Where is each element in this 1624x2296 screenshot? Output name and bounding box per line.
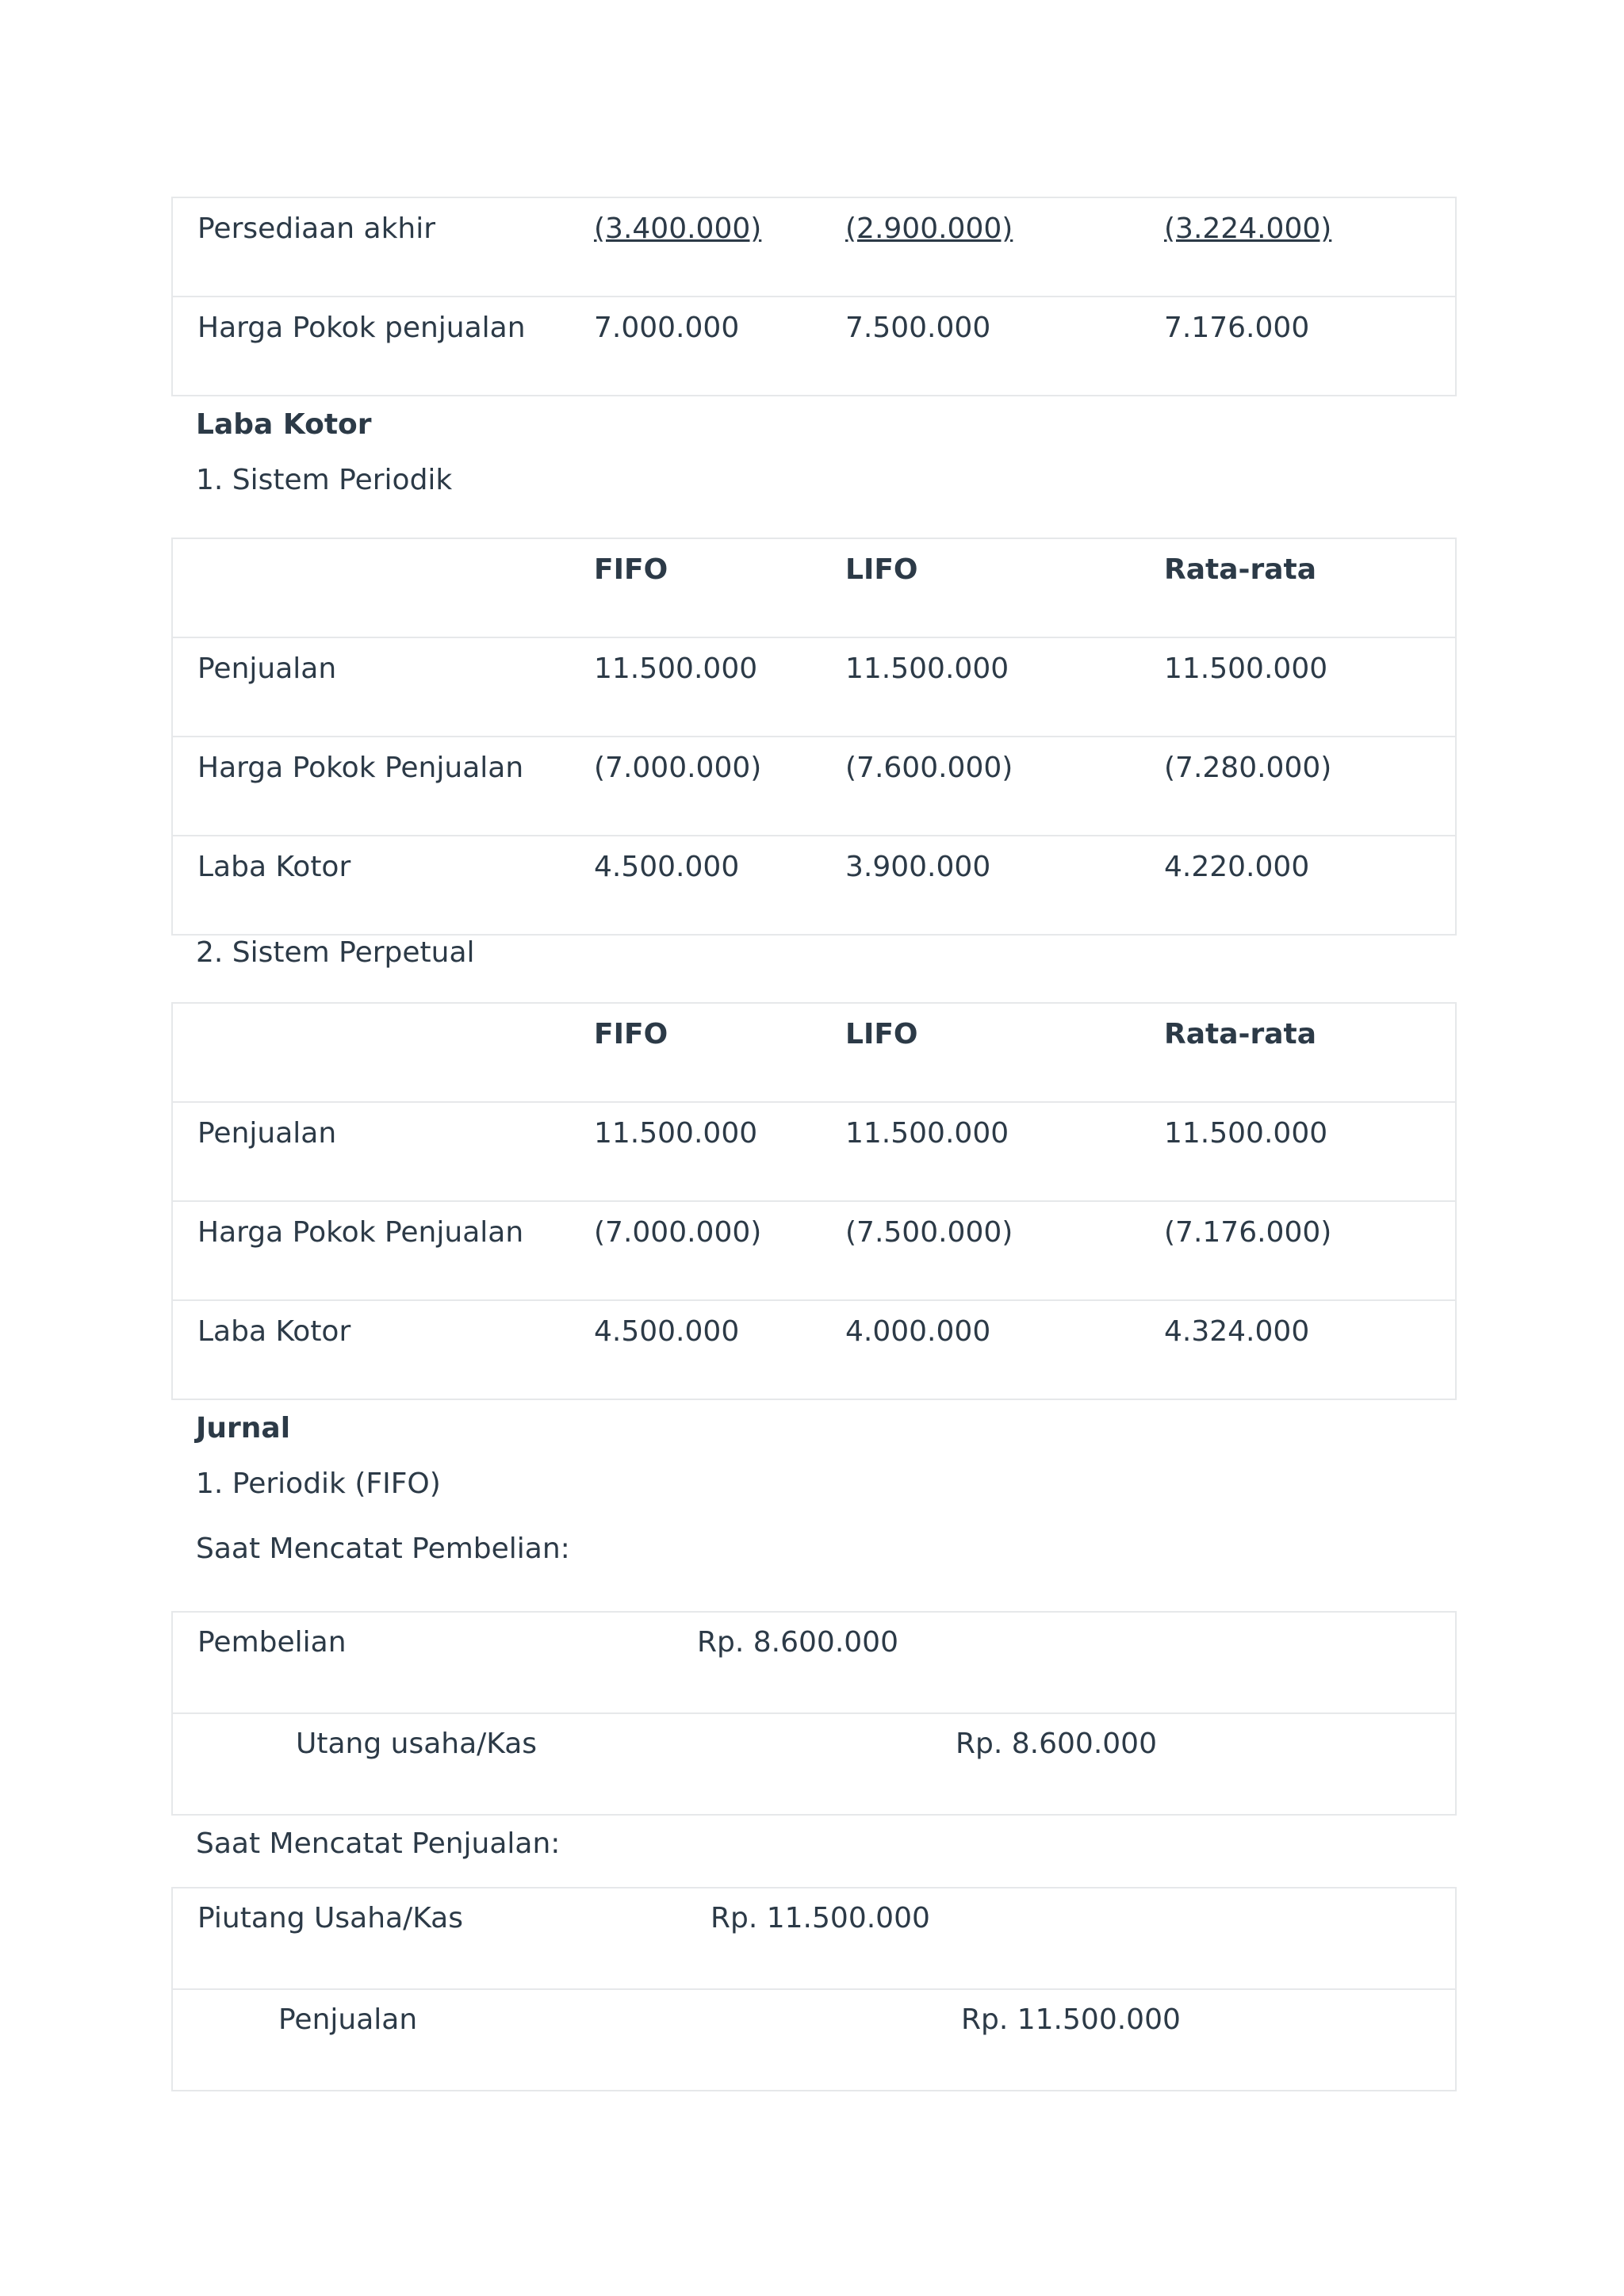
cell-fifo: 4.500.000 (569, 836, 821, 935)
cell-fifo: 7.000.000 (569, 297, 821, 396)
cell-fifo: (3.400.000) (569, 197, 821, 297)
table-row (172, 1300, 1456, 1399)
table-header-row (172, 1003, 1456, 1102)
table-row (172, 737, 1456, 836)
row-label: Laba Kotor (172, 836, 569, 935)
journal-debit-account: Pembelian (172, 1612, 696, 1713)
journal-credit-row (172, 1989, 1456, 2091)
table-row (172, 297, 1456, 396)
row-label: Harga Pokok Penjualan (172, 737, 569, 836)
table-harga-pokok (171, 197, 1457, 396)
header-lifo: LIFO (821, 1003, 1139, 1102)
header-empty (172, 1003, 569, 1102)
cell-fifo: 11.500.000 (569, 637, 821, 737)
cell-lifo: (7.600.000) (821, 737, 1139, 836)
table-header-row (172, 538, 1456, 637)
cell-lifo: (2.900.000) (821, 197, 1139, 297)
table-row (172, 197, 1456, 297)
cell-lifo: 3.900.000 (821, 836, 1139, 935)
table-row (172, 836, 1456, 935)
cell-lifo: 11.500.000 (821, 1102, 1139, 1201)
table-sistem-perpetual (171, 1002, 1457, 1400)
cell-avg: 4.324.000 (1139, 1300, 1456, 1399)
cell-avg: 11.500.000 (1139, 637, 1456, 737)
heading-periodik-fifo: 1. Periodik (FIFO) (196, 1468, 441, 1500)
header-avg: Rata-rata (1139, 538, 1456, 637)
header-lifo: LIFO (821, 538, 1139, 637)
heading-jurnal: Jurnal (196, 1412, 291, 1445)
cell-fifo: 11.500.000 (569, 1102, 821, 1201)
cell-fifo: (7.000.000) (569, 737, 821, 836)
journal-debit-row (172, 1612, 1456, 1713)
heading-saat-pembelian: Saat Mencatat Pembelian: (196, 1533, 570, 1565)
row-label: Laba Kotor (172, 1300, 569, 1399)
table-row (172, 1102, 1456, 1201)
journal-debit-amount: Rp. 11.500.000 (710, 1888, 1456, 1989)
cell-avg: 7.176.000 (1139, 297, 1456, 396)
row-label: Harga Pokok penjualan (172, 297, 569, 396)
journal-penjualan (171, 1887, 1457, 2091)
header-empty (172, 538, 569, 637)
header-fifo: FIFO (569, 1003, 821, 1102)
document-page (171, 197, 1455, 2091)
cell-lifo: 4.000.000 (821, 1300, 1139, 1399)
journal-debit-account: Piutang Usaha/Kas (172, 1888, 710, 1989)
table-row (172, 637, 1456, 737)
cell-fifo: 4.500.000 (569, 1300, 821, 1399)
journal-credit-row (172, 1713, 1456, 1815)
cell-lifo: 7.500.000 (821, 297, 1139, 396)
cell-fifo: (7.000.000) (569, 1201, 821, 1300)
table-row (172, 1201, 1456, 1300)
heading-sistem-periodik: 1. Sistem Periodik (196, 464, 453, 496)
cell-avg: (3.224.000) (1139, 197, 1456, 297)
row-label: Persediaan akhir (172, 197, 569, 297)
row-label: Penjualan (172, 1102, 569, 1201)
cell-avg: 4.220.000 (1139, 836, 1456, 935)
row-label: Penjualan (172, 637, 569, 737)
cell-lifo: 11.500.000 (821, 637, 1139, 737)
header-fifo: FIFO (569, 538, 821, 637)
journal-credit-amount: Rp. 11.500.000 (710, 1989, 1456, 2091)
heading-sistem-perpetual: 2. Sistem Perpetual (196, 936, 475, 969)
journal-credit-amount: Rp. 8.600.000 (696, 1713, 1456, 1815)
cell-avg: (7.280.000) (1139, 737, 1456, 836)
journal-debit-amount: Rp. 8.600.000 (696, 1612, 1456, 1713)
cell-lifo: (7.500.000) (821, 1201, 1139, 1300)
heading-laba-kotor: Laba Kotor (196, 408, 372, 441)
table-sistem-periodik (171, 538, 1457, 936)
cell-avg: (7.176.000) (1139, 1201, 1456, 1300)
journal-credit-account: Utang usaha/Kas (172, 1713, 696, 1815)
journal-debit-row (172, 1888, 1456, 1989)
cell-avg: 11.500.000 (1139, 1102, 1456, 1201)
journal-credit-account: Penjualan (172, 1989, 710, 2091)
header-avg: Rata-rata (1139, 1003, 1456, 1102)
row-label: Harga Pokok Penjualan (172, 1201, 569, 1300)
journal-pembelian (171, 1611, 1457, 1816)
heading-saat-penjualan: Saat Mencatat Penjualan: (196, 1827, 561, 1860)
